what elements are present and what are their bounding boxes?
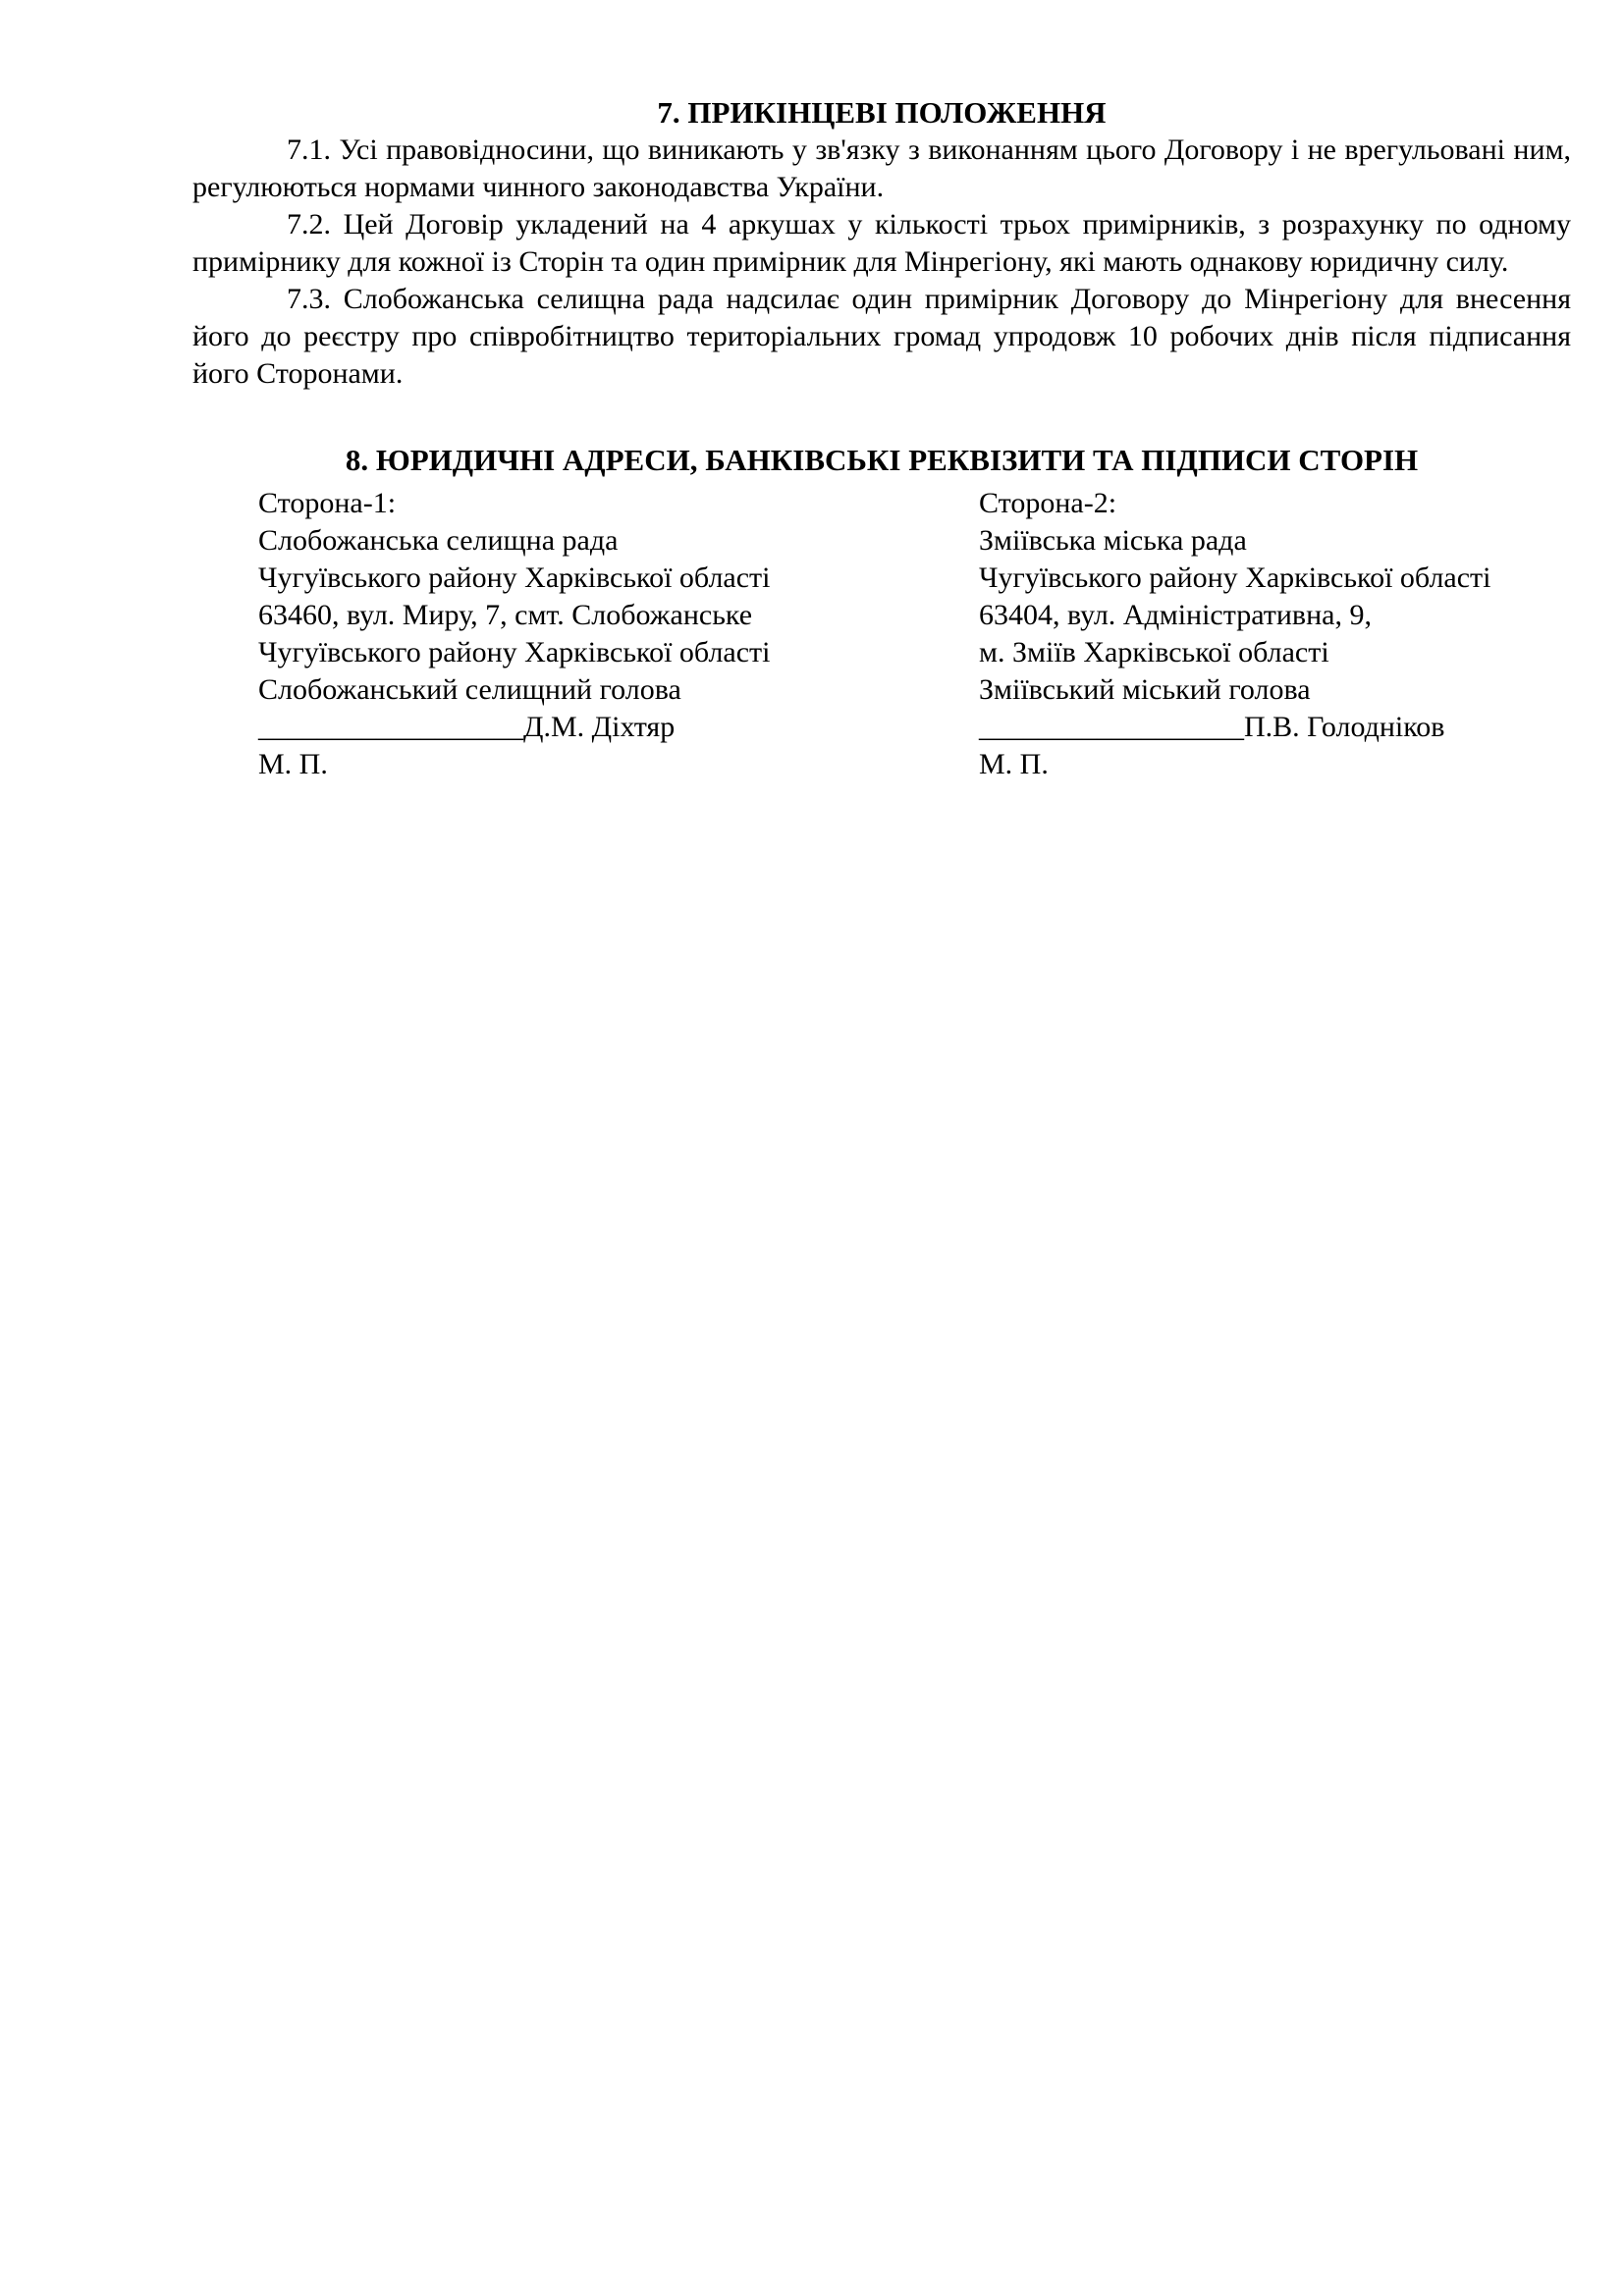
- section-7-heading: 7. ПРИКІНЦЕВІ ПОЛОЖЕННЯ: [657, 95, 1107, 130]
- party-1-details: [258, 485, 770, 783]
- party-2-name: Зміївська міська рада: [979, 524, 1247, 557]
- clause-7-3: 7.3. Слобожанська селищна рада надсилає один примірник Договору до Мінрегіону для внесення його до реєстру про співробітництво територіальних громад упродовж 10 робочих днів після підписання його Сторонами.: [192, 283, 1571, 390]
- party-2-signature-line: __________________П.В. Голодніков: [979, 711, 1445, 743]
- section-8-heading: 8. ЮРИДИЧНІ АДРЕСИ, БАНКІВСЬКІ РЕКВІЗИТИ ТА ПІДПИСИ СТОРІН: [345, 443, 1419, 477]
- party-1-name: Слобожанська селищна рада: [258, 524, 619, 557]
- party-2-address: 63404, вул. Адміністративна, 9,: [979, 599, 1372, 631]
- clause-7-2: 7.2. Цей Договір укладений на 4 аркушах у кількості трьох примірників, з розрахунку по одному примірнику для кожної із Сторін та один примірник для Мінрегіону, які мають однакову юридичну силу.: [192, 208, 1571, 278]
- party-1-address: 63460, вул. Миру, 7, смт. Слобожанське: [258, 599, 753, 631]
- parties-block: [192, 485, 1571, 799]
- document-page: [192, 94, 1571, 799]
- party-1-stamp: М. П.: [258, 748, 328, 780]
- party-2-details: [979, 485, 1490, 783]
- party-1-position: Слобожанський селищний голова: [258, 673, 681, 706]
- party-1-signature-line: __________________Д.М. Діхтяр: [258, 711, 676, 743]
- section-spacer: [192, 393, 1571, 430]
- party-2-label: Сторона-2:: [979, 487, 1117, 519]
- party-2-stamp: М. П.: [979, 748, 1049, 780]
- party-2-district: Чугуївського району Харківської області: [979, 561, 1491, 594]
- party-1-address-region: Чугуївського району Харківської області: [258, 636, 771, 668]
- party-1-label: Сторона-1:: [258, 487, 397, 519]
- party-2-address-region: м. Зміїв Харківської області: [979, 636, 1329, 668]
- party-2-position: Зміївський міський голова: [979, 673, 1311, 706]
- clause-7-1: 7.1. Усі правовідносини, що виникають у зв'язку з виконанням цього Договору і не врегульовані ним, регулюються нормами чинного законодавства України.: [192, 133, 1571, 203]
- party-1-district: Чугуївського району Харківської області: [258, 561, 771, 594]
